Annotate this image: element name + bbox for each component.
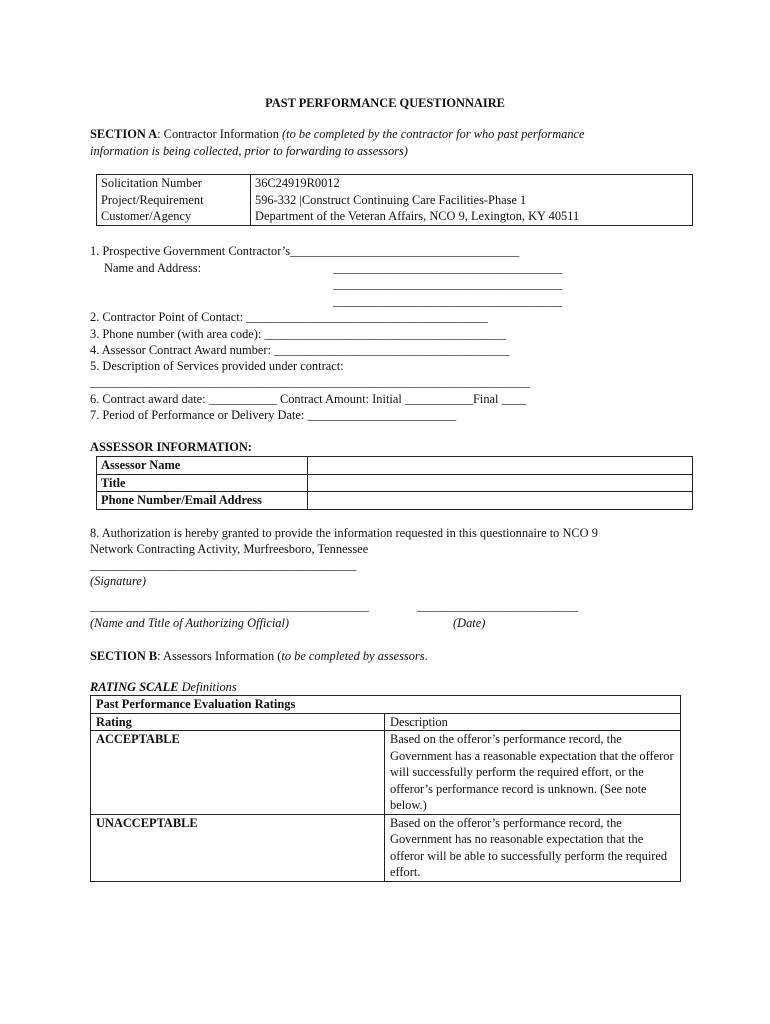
item-1-name-address-label: Name and Address: <box>104 261 202 275</box>
section-b-end: . <box>424 649 428 663</box>
section-b-text: : Assessors Information ( <box>157 649 282 663</box>
table-row <box>91 696 681 714</box>
assessor-title-label: Title <box>97 474 308 492</box>
table-row <box>97 192 693 209</box>
page-title: PAST PERFORMANCE QUESTIONNAIRE <box>265 96 505 110</box>
section-b-heading <box>90 648 428 665</box>
table-row <box>91 713 681 731</box>
assessor-name-value[interactable] <box>308 457 693 475</box>
table-row <box>97 208 693 225</box>
table-row <box>97 457 693 475</box>
item-4-award-number: 4. Assessor Contract Award number: ______________________________________ <box>90 343 510 357</box>
item-5-blank-line[interactable]: _______________________________________________________________________ <box>90 375 530 389</box>
project-requirement-label: Project/Requirement <box>97 192 251 209</box>
rating-scale-heading <box>90 679 237 696</box>
signature-line[interactable]: ___________________________________________ <box>90 558 357 572</box>
assessor-contact-label: Phone Number/Email Address <box>97 492 308 510</box>
signature-label: (Signature) <box>90 574 146 588</box>
item-1-contractor-name: 1. Prospective Government Contractor’s_____________________________________ <box>90 244 520 258</box>
assessor-heading: ASSESSOR INFORMATION: <box>90 440 252 454</box>
item-2-point-of-contact: 2. Contractor Point of Contact: _______________________________________ <box>90 310 488 324</box>
official-name-label: (Name and Title of Authorizing Official) <box>90 616 290 630</box>
solicitation-number-value: 36C24919R0012 <box>251 175 693 192</box>
section-a-note-line1: (to be completed by the contractor for who past performance <box>282 127 585 141</box>
section-a-note-line2: information is being collected, prior to forwarding to assessors) <box>90 144 408 158</box>
section-b-note: to be completed by assessors <box>281 649 425 663</box>
rating-table-title: Past Performance Evaluation Ratings <box>96 697 296 711</box>
customer-agency-label: Customer/Agency <box>97 208 251 225</box>
rating-scale-label: RATING SCALE <box>90 680 179 694</box>
solicitation-table <box>96 174 693 226</box>
section-a-heading <box>90 126 585 143</box>
section-a-text: : Contractor Information <box>157 127 283 141</box>
date-line[interactable]: __________________________ <box>417 599 579 613</box>
address-blank-line[interactable]: _____________________________________ <box>333 261 563 275</box>
table-row <box>97 492 693 510</box>
section-a-label: SECTION A <box>90 127 158 141</box>
rating-table <box>90 695 681 882</box>
assessor-contact-value[interactable] <box>308 492 693 510</box>
item-6-award-date-amount: 6. Contract award date: ___________ Contract Amount: Initial ___________Final ____ <box>90 392 527 406</box>
authorization-line1: 8. Authorization is hereby granted to provide the information requested in this questionnaire to NCO 9 <box>90 526 598 540</box>
rating-column-header: Rating <box>91 713 385 731</box>
rating-acceptable-description: Based on the offeror’s performance record, the Government has a reasonable expectation that the offeror will successfully perform the required effort, or the offeror’s performance record is unknown. (See note below.) <box>385 731 681 815</box>
rating-unacceptable: UNACCEPTABLE <box>91 814 385 881</box>
project-requirement-value: 596-332 |Construct Continuing Care Facilities-Phase 1 <box>251 192 693 209</box>
table-row <box>91 731 681 815</box>
section-b-label: SECTION B <box>90 649 158 663</box>
item-5-description: 5. Description of Services provided under contract: <box>90 359 344 373</box>
customer-agency-value: Department of the Veteran Affairs, NCO 9, Lexington, KY 40511 <box>251 208 693 225</box>
assessor-title-value[interactable] <box>308 474 693 492</box>
solicitation-number-label: Solicitation Number <box>97 175 251 192</box>
rating-unacceptable-description: Based on the offeror’s performance record, the Government has no reasonable expectation that the offeror will be able to successfully perform the required effort. <box>385 814 681 881</box>
authorization-line2: Network Contracting Activity, Murfreesboro, Tennessee <box>90 542 369 556</box>
rating-scale-suffix: Definitions <box>178 680 237 694</box>
table-row <box>91 814 681 881</box>
address-blank-line[interactable]: _____________________________________ <box>333 277 563 291</box>
table-row <box>97 175 693 192</box>
item-7-period-of-performance: 7. Period of Performance or Delivery Date: ________________________ <box>90 408 457 422</box>
description-column-header: Description <box>385 713 681 731</box>
table-row <box>97 474 693 492</box>
assessor-name-label: Assessor Name <box>97 457 308 475</box>
address-blank-line[interactable]: _____________________________________ <box>333 294 563 308</box>
rating-acceptable: ACCEPTABLE <box>91 731 385 815</box>
date-label: (Date) <box>453 616 486 630</box>
assessor-table <box>96 456 693 510</box>
official-name-line[interactable]: _____________________________________________ <box>90 599 369 613</box>
item-3-phone-number: 3. Phone number (with area code): _______________________________________ <box>90 327 507 341</box>
